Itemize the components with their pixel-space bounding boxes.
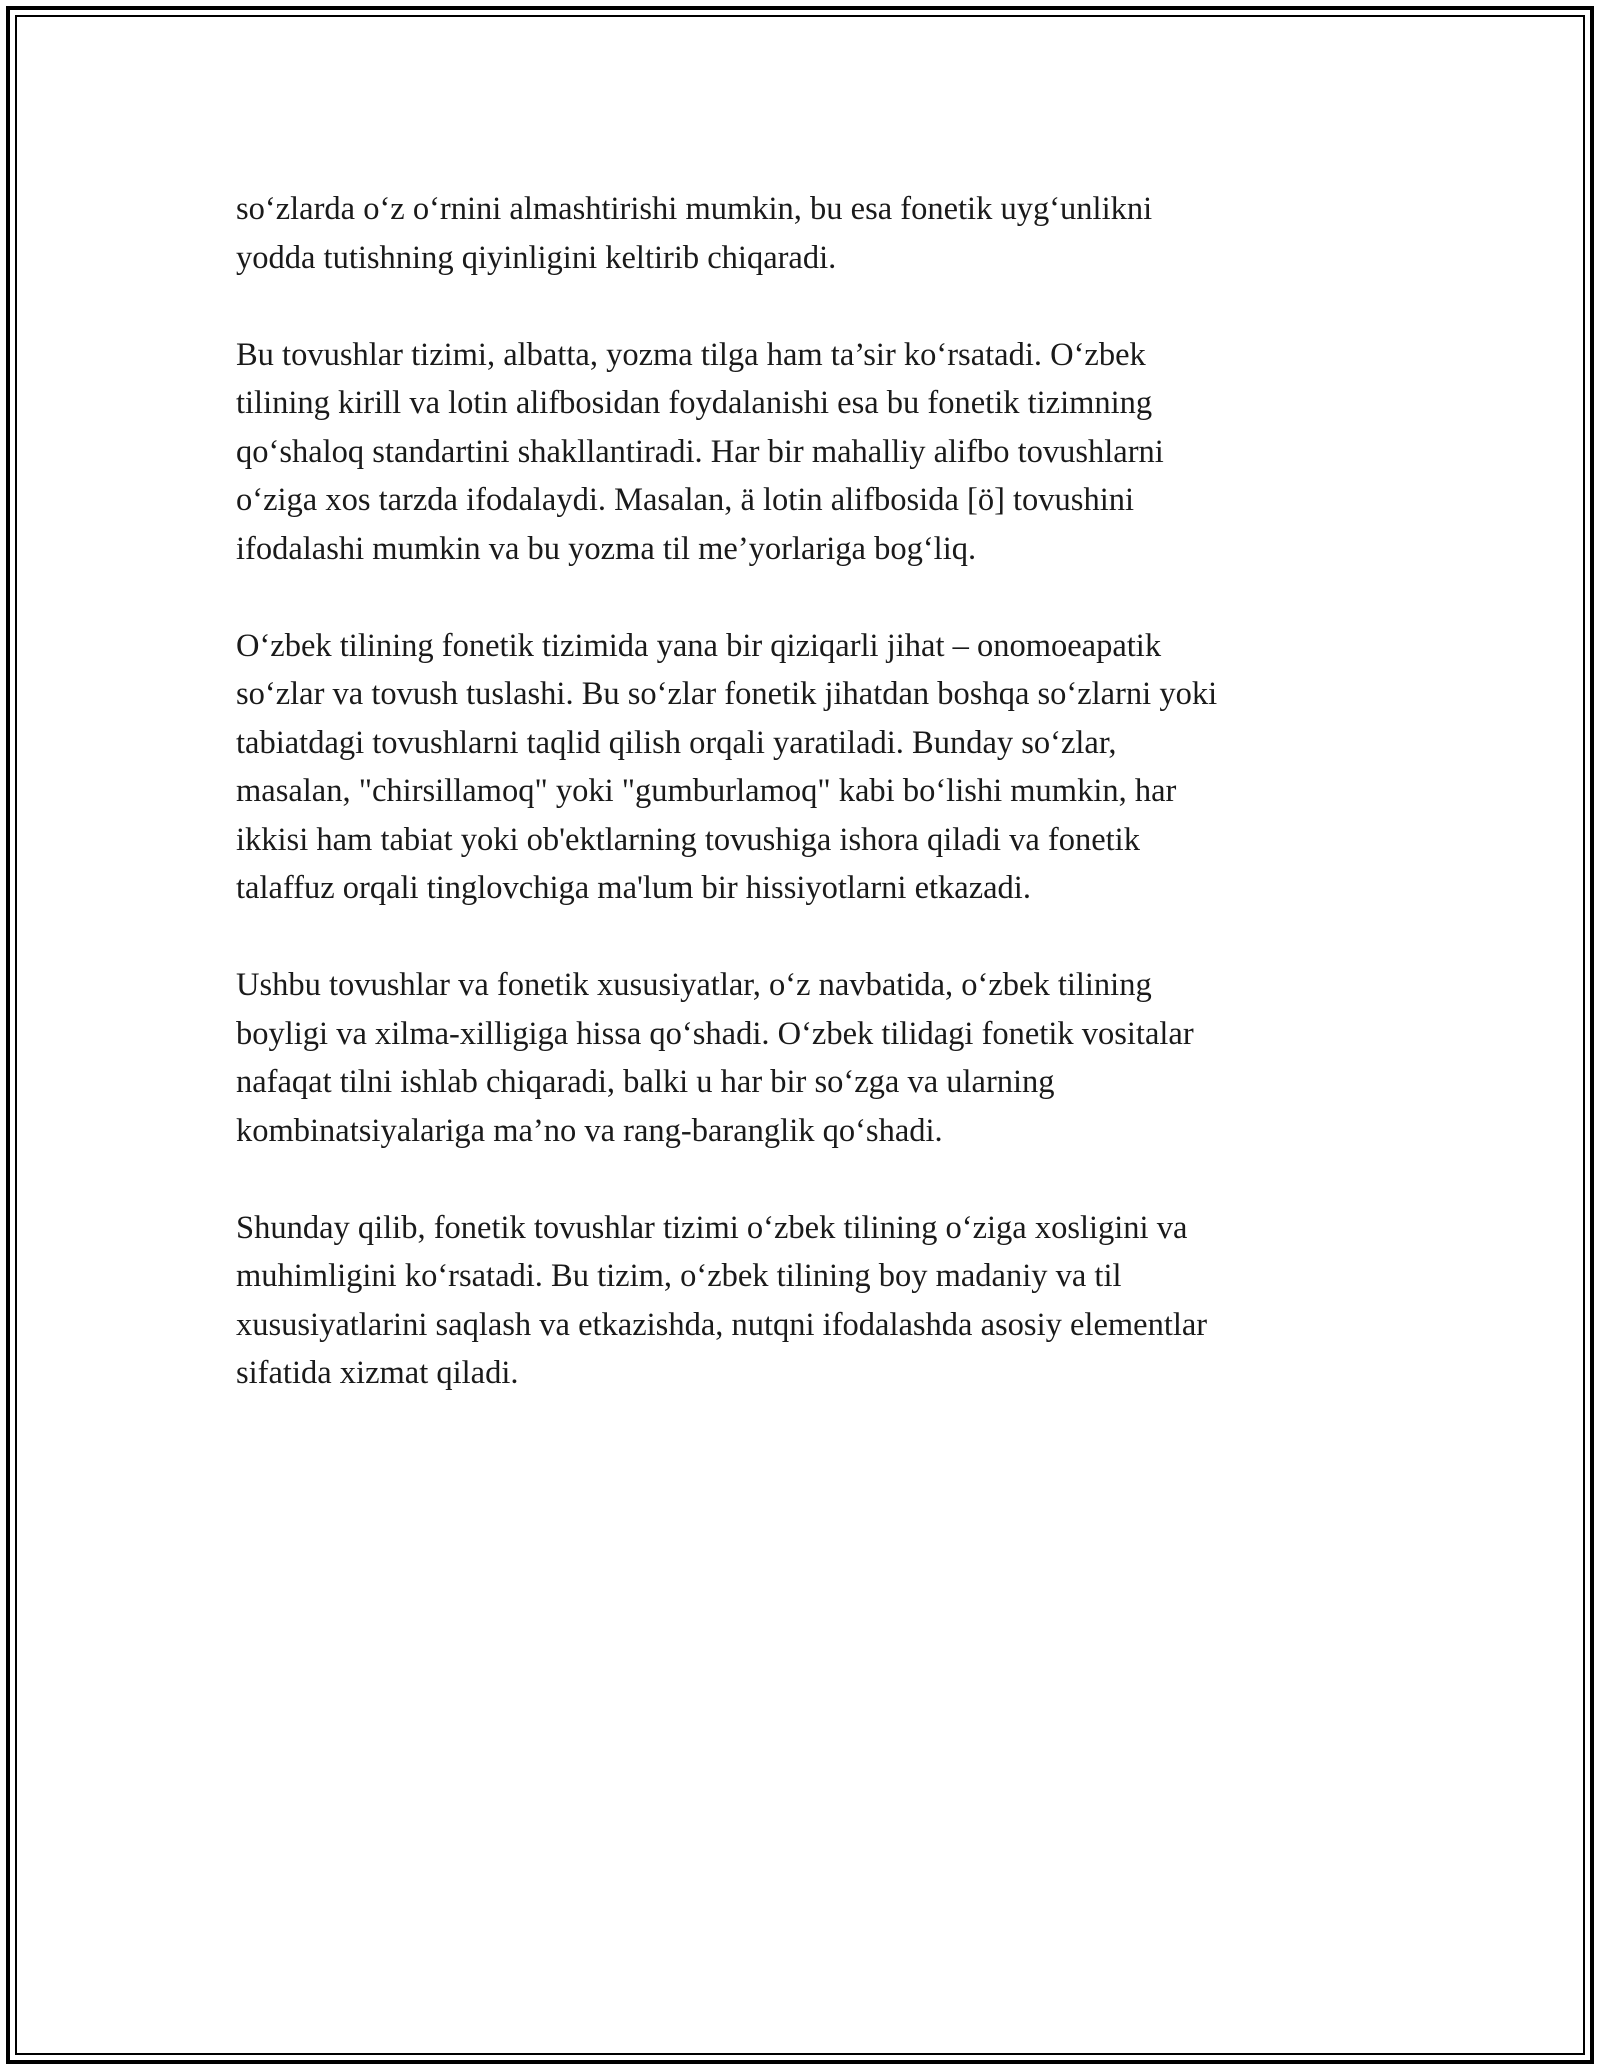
paragraph-3	[236, 622, 1376, 913]
text-line: masalan, "chirsillamoq" yoki "gumburlamoq" kabi bo‘lishi mumkin, har	[236, 773, 1177, 809]
text-line: tabiatdagi tovushlarni taqlid qilish orqali yaratiladi. Bunday so‘zlar,	[236, 724, 1117, 761]
text-line: ifodalashi mumkin va bu yozma til me’yorlariga bog‘liq.	[236, 530, 977, 567]
text-line: O‘zbek tilining fonetik tizimida yana bir qiziqarli jihat – onomoeapatik	[236, 627, 1162, 664]
paragraph-2	[236, 331, 1376, 574]
text-line: sifatida xizmat qiladi.	[236, 1355, 519, 1391]
text-line: qo‘shaloq standartini shakllantiradi. Har bir mahalliy alifbo tovushlarni	[236, 433, 1164, 470]
text-line: Shunday qilib, fonetik tovushlar tizimi o‘zbek tilining o‘ziga xosligini va	[236, 1209, 1188, 1246]
text-line: xususiyatlarini saqlash va etkazishda, nutqni ifodalashda asosiy elementlar	[236, 1306, 1208, 1343]
text-line: muhimligini ko‘rsatadi. Bu tizim, o‘zbek tilining boy madaniy va til	[236, 1258, 1122, 1294]
text-line: boyligi va xilma-xilligiga hissa qo‘shadi. O‘zbek tilidagi fonetik vositalar	[236, 1015, 1194, 1052]
text-line: nafaqat tilni ishlab chiqaradi, balki u har bir so‘zga va ularning	[236, 1064, 1055, 1100]
text-line: talaffuz orqali tinglovchiga ma'lum bir hissiyotlarni etkazadi.	[236, 870, 1031, 906]
paragraph-5	[236, 1204, 1376, 1398]
text-line: so‘zlarda o‘z o‘rnini almashtirishi mumkin, bu esa fonetik uyg‘unlikni	[236, 191, 1153, 227]
paragraph-1	[236, 185, 1376, 282]
text-line: o‘ziga xos tarzda ifodalaydi. Masalan, ä lotin alifbosida [ö] tovushini	[236, 482, 1135, 518]
text-line: ikkisi ham tabiat yoki ob'ektlarning tovushiga ishora qiladi va fonetik	[236, 821, 1140, 858]
text-line: Ushbu tovushlar va fonetik xususiyatlar, o‘z navbatida, o‘zbek tilining	[236, 967, 1152, 1003]
text-line: Bu tovushlar tizimi, albatta, yozma tilga ham ta’sir ko‘rsatadi. O‘zbek	[236, 336, 1146, 373]
paragraph-4	[236, 961, 1376, 1155]
document-body	[236, 185, 1376, 1446]
text-line: kombinatsiyalariga ma’no va rang-baranglik qo‘shadi.	[236, 1112, 943, 1149]
text-line: so‘zlar va tovush tuslashi. Bu so‘zlar fonetik jihatdan boshqa so‘zlarni yoki	[236, 676, 1218, 712]
text-line: yodda tutishning qiyinligini keltirib chiqaradi.	[236, 239, 837, 276]
text-line: tilining kirill va lotin alifbosidan foydalanishi esa bu fonetik tizimning	[236, 385, 1153, 421]
